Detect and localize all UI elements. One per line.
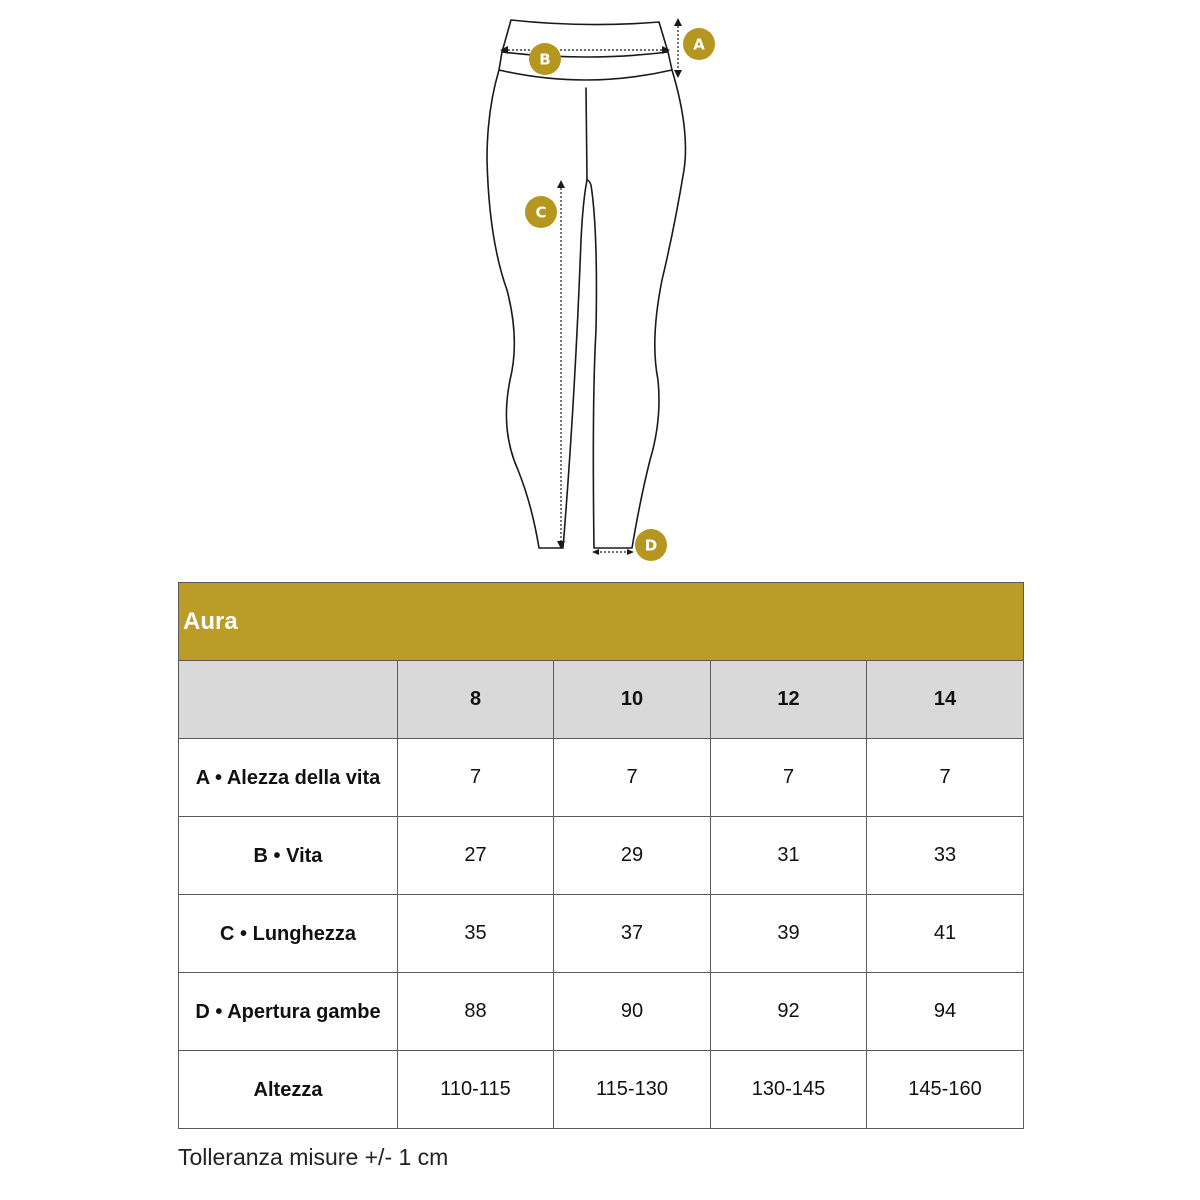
tolerance-note: Tolleranza misure +/- 1 cm [178,1144,449,1170]
table-cell: 39 [711,895,867,973]
table-title: Aura [179,583,1024,661]
table-cell: 90 [554,973,711,1051]
table-cell: 115-130 [554,1051,711,1129]
header-empty-cell [179,661,398,739]
badge-b [529,43,561,75]
row-label: A • Alezza della vita [179,739,398,817]
table-row [179,895,1024,973]
table-cell: 94 [867,973,1024,1051]
table-cell: 7 [867,739,1024,817]
table-cell: 92 [711,973,867,1051]
center-seam [586,88,587,180]
table-cell: 31 [711,817,867,895]
badge-a [683,28,715,60]
table-row [179,739,1024,817]
waistband [502,20,668,57]
row-label: B • Vita [179,817,398,895]
size-header: 8 [398,661,554,739]
table-cell: 37 [554,895,711,973]
svg-text:D: D [644,536,658,555]
table-title-row [179,583,1024,661]
svg-text:C: C [535,203,547,222]
table-cell: 35 [398,895,554,973]
badge-d [635,529,667,561]
table-cell: 41 [867,895,1024,973]
leggings-diagram [0,0,1200,580]
table-cell: 7 [398,739,554,817]
table-row [179,817,1024,895]
badge-c [525,196,557,228]
size-header: 10 [554,661,711,739]
size-header: 14 [867,661,1024,739]
table-cell: 88 [398,973,554,1051]
svg-text:B: B [539,50,551,69]
left-leg-outline [487,70,587,548]
row-label: D • Apertura gambe [179,973,398,1051]
table-cell: 130-145 [711,1051,867,1129]
row-label: C • Lunghezza [179,895,398,973]
svg-text:A: A [693,35,705,54]
table-cell: 110-115 [398,1051,554,1129]
table-cell: 33 [867,817,1024,895]
table-cell: 7 [554,739,711,817]
table-cell: 29 [554,817,711,895]
size-header: 12 [711,661,867,739]
right-leg-outline [587,70,686,548]
size-chart-table [178,582,1024,1129]
table-cell: 7 [711,739,867,817]
row-label: Altezza [179,1051,398,1129]
table-row [179,973,1024,1051]
table-header-row [179,661,1024,739]
table-row [179,1051,1024,1129]
table-cell: 27 [398,817,554,895]
table-cell: 145-160 [867,1051,1024,1129]
